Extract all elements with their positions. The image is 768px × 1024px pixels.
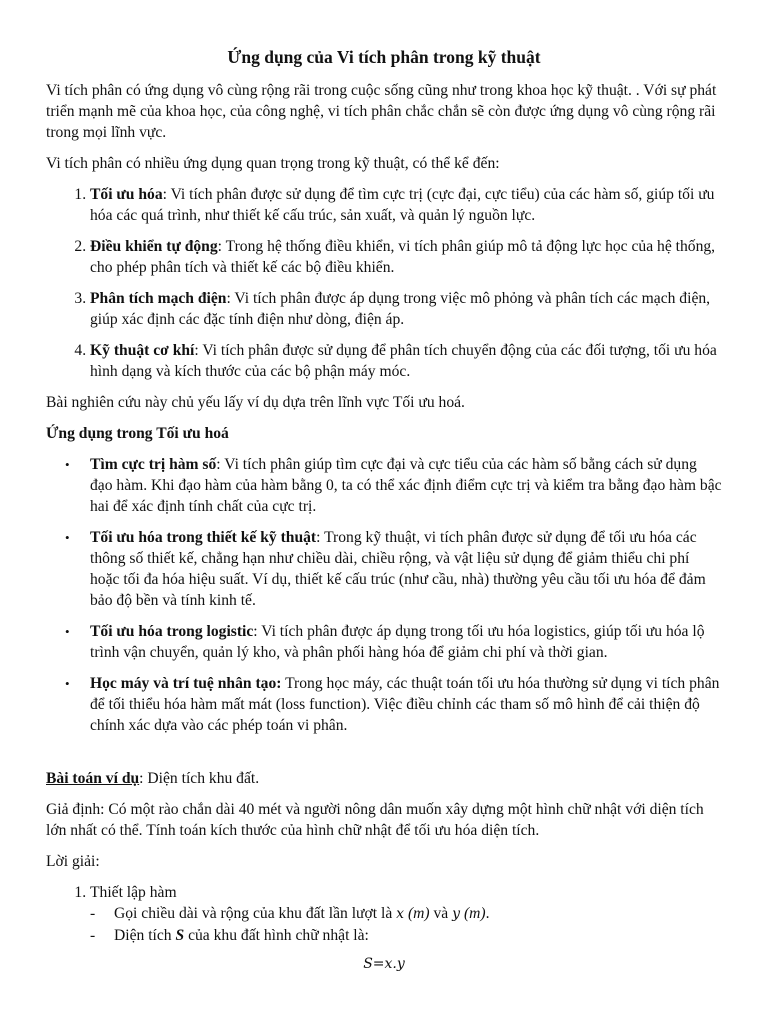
bullet-icon: • <box>65 676 70 691</box>
list-item: 1. Thiết lập hàm - Gọi chiều dài và rộng của khu đất lần lượt là x (m) và y (m). - Diện tích S của khu đất hình chữ nhật là: <box>90 882 722 946</box>
sub-steps <box>68 903 700 946</box>
bullet-icon: • <box>65 530 70 545</box>
section-heading: Ứng dụng trong Tối ưu hoá <box>46 425 229 442</box>
lead-paragraph: Vi tích phân có nhiều ứng dụng quan trọng trong kỹ thuật, có thể kể đến: <box>46 155 500 172</box>
list-item: - Gọi chiều dài và rộng của khu đất lần lượt là x (m) và y (m). <box>90 905 490 922</box>
problem-heading: Bài toán ví dụ: Diện tích khu đất. <box>46 770 260 787</box>
intro-paragraph: Vi tích phân có ứng dụng vô cùng rộng rãi trong cuộc sống cũng như trong khoa học kỹ thuật. . Với sự phát triển mạnh mẽ của khoa học, của công nghệ, vi tích phân chắc chắn sẽ còn được ứng dụng vô cùng rộng rãi trong mọi lĩnh vực. <box>46 82 717 141</box>
list-item: • Tối ưu hóa trong logistic: Vi tích phân được áp dụng trong tối ưu hóa logistics, giúp tối ưu hóa lộ trình vận chuyển, quản lý kho, và phân phối hàng hóa để giảm chi phí và thời gian. <box>65 623 705 661</box>
list-item: • Tối ưu hóa trong thiết kế kỹ thuật: Trong kỹ thuật, vi tích phân được sử dụng để tối ưu hóa các thông số thiết kế, chẳng hạn như chiều dài, chiều rộng, và vật liệu sử dụng để giảm thiểu chi phí hoặc tối đa hóa hiệu suất. Ví dụ, thiết kế cấu trúc (như cầu, nhà) thường yêu cầu tối ưu hóa để đảm bảo độ bền và tính kinh tế. <box>65 529 706 609</box>
list-item: - Diện tích S của khu đất hình chữ nhật là: <box>90 927 369 944</box>
optimization-list <box>46 454 722 736</box>
list-item: 2. Điều khiển tự động: Trong hệ thống điều khiển, vi tích phân giúp mô tả động lực học của hệ thống, cho phép phân tích và thiết kế các bộ điều khiển. <box>90 236 722 278</box>
page-title: Ứng dụng của Vi tích phân trong kỹ thuật <box>227 47 541 67</box>
applications-list <box>46 184 722 382</box>
list-item: 3. Phân tích mạch điện: Vi tích phân được áp dụng trong việc mô phỏng và phân tích các mạch điện, giúp xác định các đặc tính điện như dòng, điện áp. <box>90 288 722 330</box>
bullet-icon: • <box>65 457 70 472</box>
area-formula: S=x.y <box>363 956 405 972</box>
assumption-paragraph: Giả định: Có một rào chắn dài 40 mét và người nông dân muốn xây dựng một hình chữ nhật với diện tích lớn nhất có thể. Tính toán kích thước của hình chữ nhật để tối ưu hóa diện tích. <box>46 801 704 839</box>
focus-paragraph: Bài nghiên cứu này chủ yếu lấy ví dụ dựa trên lĩnh vực Tối ưu hoá. <box>46 394 465 411</box>
list-item: • Học máy và trí tuệ nhân tạo: Trong học máy, các thuật toán tối ưu hóa thường sử dụng vi tích phân để tối thiểu hóa hàm mất mát (loss function). Việc điều chỉnh các tham số mô hình để cải thiện độ chính xác dựa vào các phép toán vi phân. <box>65 675 720 734</box>
solution-steps <box>46 882 722 946</box>
list-item: 1. Tối ưu hóa: Vi tích phân được sử dụng để tìm cực trị (cực đại, cực tiểu) của các hàm số, giúp tối ưu hóa các quá trình, như thiết kế cấu trúc, sản xuất, và quản lý nguồn lực. <box>90 184 722 226</box>
bullet-icon: • <box>65 624 70 639</box>
solution-label: Lời giải: <box>46 853 100 870</box>
list-item: 4. Kỹ thuật cơ khí: Vi tích phân được sử dụng để phân tích chuyển động của các đối tượng, tối ưu hóa hình dạng và kích thước của các bộ phận máy móc. <box>90 340 722 382</box>
list-item: • Tìm cực trị hàm số: Vi tích phân giúp tìm cực đại và cực tiểu của các hàm số bằng cách sử dụng đạo hàm. Khi đạo hàm của hàm bằng 0, ta có thể xác định điểm cực trị và kiểm tra bằng đạo hàm bậc hai để xác định tính chất của cực trị. <box>65 456 722 515</box>
